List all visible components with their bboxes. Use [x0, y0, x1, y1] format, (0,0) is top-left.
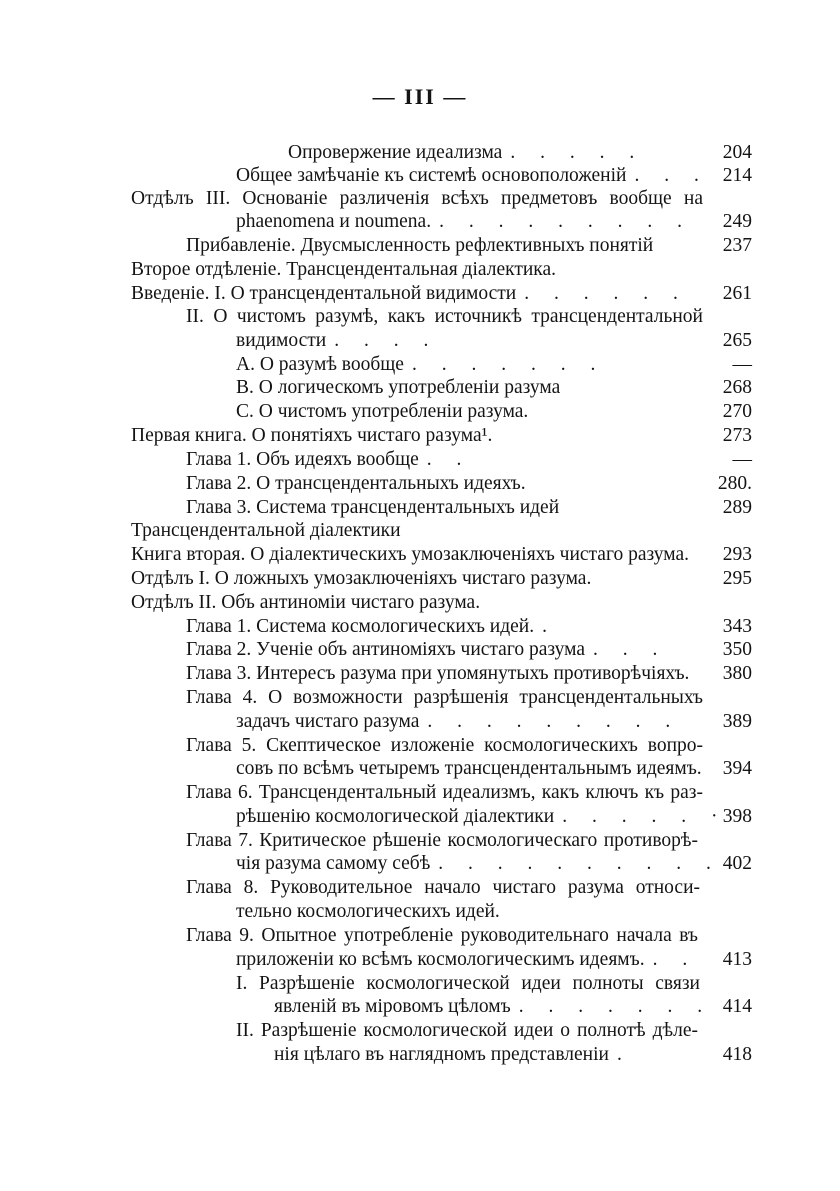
toc-entry-title: Первая книга. О понятіяхъ чистаго разума¹. [131, 425, 493, 446]
toc-page-number: 414 [722, 996, 752, 1017]
toc-page-number: 343 [722, 616, 752, 637]
toc-entry-title: Прибавленіе. Двусмысленность рефлективныхъ понятій [186, 235, 654, 256]
toc-page-number: 394 [722, 758, 752, 779]
toc-leader-dots: . . . . [334, 330, 439, 351]
toc-page-number: 398 [722, 806, 752, 827]
toc-page-number: 261 [722, 283, 752, 304]
toc-entry [236, 804, 728, 830]
toc-entry-title: Глава 2. Ученіе объ антиноміяхъ чистаго разума [186, 639, 586, 660]
toc-entry-title: Введеніе. I. О трансцендентальной видимости [131, 283, 517, 304]
toc-entry [186, 637, 701, 663]
toc-page-number: 214 [722, 165, 752, 186]
toc-entry-title: Глава 8. Руководительное начало чистаго разума относи- [186, 877, 700, 898]
toc-entry-title: I. Разрѣшеніе космологической идеи полноты связи [236, 973, 700, 994]
toc-leader-dots: . [616, 1044, 632, 1065]
toc-entry [274, 1042, 642, 1068]
toc-leader-dots: . . . . . · [562, 806, 728, 827]
toc-entry [131, 518, 406, 544]
toc-entry [236, 399, 556, 425]
toc-entry-title: Опровержение идеализма [288, 142, 503, 163]
toc-page-number: 204 [722, 142, 752, 163]
toc-entry-title: Отдѣлъ I. О ложныхъ умозаключеніяхъ чистаго разума. [131, 568, 592, 589]
toc-entry-title: Глава 3. Интересъ разума при упомянутыхъ противорѣчіяхъ. [186, 663, 690, 684]
toc-page-number: 249 [722, 211, 752, 232]
toc-page-number: 402 [722, 853, 752, 874]
toc-page-number: 413 [722, 949, 752, 970]
toc-entry [274, 994, 742, 1020]
toc-entry-title: Глава 1. Система космологическихъ идей. [186, 616, 535, 637]
toc-entry [186, 923, 698, 949]
toc-entry-title: задачъ чистаго разума [236, 711, 420, 732]
toc-entry-title: Отдѣлъ II. Объ антиноміи чистаго разума. [131, 592, 481, 613]
toc-entry [131, 566, 619, 592]
toc-entry-title: Трансцендентальной діалектики [131, 520, 401, 541]
running-head: — III — [372, 84, 468, 109]
toc-leader-dots: . [542, 616, 557, 637]
toc-entry-title: рѣшенію космологической діалектики [236, 806, 555, 827]
toc-entry-title: C. О чистомъ употребленіи разума. [236, 401, 529, 422]
toc-entry [236, 375, 579, 401]
toc-entry-title: совъ по всѣмъ четыремъ трансцендентальнымъ идеямъ. [236, 758, 702, 779]
toc-entry-title: Глава 6. Трансцендентальный идеализмъ, какъ ключъ къ раз- [186, 782, 703, 803]
toc-entry-title: A. О разумѣ вообще [236, 354, 404, 375]
toc-entry-title: Глава 5. Скептическое изложеніе космологическихъ вопро- [186, 735, 703, 756]
toc-entry-title: Второе отдѣленіе. Трансцендентальная діалектика. [131, 259, 556, 280]
toc-page-number: 270 [722, 401, 752, 422]
toc-entry [236, 756, 706, 782]
toc-page-number: 418 [722, 1044, 752, 1065]
toc-entry [186, 233, 664, 259]
toc-entry-title: II. Разрѣшеніе космологической идеи о полнотѣ дѣле- [236, 1020, 698, 1041]
toc-entry-title: Отдѣлъ III. Основаніе различенія всѣхъ предметовъ вообще на [131, 188, 703, 209]
toc-entry-title: phaenomena и noumena. [236, 211, 432, 232]
toc-leader-dots: . . [426, 449, 472, 470]
toc-entry [186, 875, 700, 901]
toc-entry [186, 661, 701, 687]
toc-entry [131, 542, 706, 568]
toc-page-number: 265 [722, 330, 752, 351]
toc-entry-title: Глава 9. Опытное употребленіе руководительнаго начала въ [186, 925, 698, 946]
toc-page-number: 293 [722, 544, 752, 565]
toc-entry [186, 780, 703, 806]
toc-leader-dots: . . . . . . . . . [439, 211, 692, 232]
toc-page-number: 273 [722, 425, 752, 446]
toc-leader-dots: . . . . . . . [411, 354, 606, 375]
toc-page-number: 350 [722, 639, 752, 660]
toc-entry-title: Глава 7. Критическое рѣшеніе космологическаго противорѣ- [186, 830, 698, 851]
toc-leader-dots: . . . . . . . . . . [438, 853, 721, 874]
toc-entry [186, 447, 476, 473]
toc-page-number: 289 [722, 497, 752, 518]
toc-leader-dots: . . . . . . . [518, 996, 713, 1017]
toc-entry [236, 947, 700, 973]
toc-page-number: 295 [722, 568, 752, 589]
toc-entry-title: Глава 3. Система трансцендентальныхъ идей [186, 497, 560, 518]
toc-page-number: 268 [722, 377, 752, 398]
toc-entry-title: Книга вторая. О діалектическихъ умозаключеніяхъ чистаго разума. [131, 544, 690, 565]
toc-entry-title: Общее замѣчаніе къ системѣ основоположеній [236, 165, 627, 186]
toc-entry [236, 1018, 698, 1044]
toc-entry-title: приложеніи ко всѣмъ космологическимъ идеямъ. [236, 949, 645, 970]
toc-leader-dots: . . . . . . . . . [427, 711, 681, 732]
toc-page-number: 380 [722, 663, 752, 684]
toc-entry [236, 851, 721, 877]
toc-entry [236, 328, 439, 354]
toc-entry [131, 257, 571, 283]
toc-entry [186, 304, 703, 330]
toc-entry [131, 423, 526, 449]
toc-entry-title: явленій въ міровомъ цѣломъ [274, 996, 511, 1017]
toc-entry [236, 709, 704, 735]
toc-entry [186, 685, 703, 711]
toc-entry [131, 590, 503, 616]
toc-entry-title: чія разума самому себѣ [236, 853, 431, 874]
toc-entry-title: тельно космологическихъ идей. [236, 901, 500, 922]
toc-entry-title: Глава 2. О трансцендентальныхъ идеяхъ. [186, 473, 526, 494]
toc-page-number: 389 [722, 711, 752, 732]
toc-leader-dots: . . . . . . [524, 283, 688, 304]
toc-entry-title: II. О чистомъ разумѣ, какъ источникѣ трансцендентальной [186, 306, 703, 327]
toc-leader-dots: . . . . . [510, 142, 645, 163]
toc-leader-dots: . . [652, 949, 698, 970]
toc-leader-dots: . . . [593, 639, 668, 660]
toc-entry-title: видимости [236, 330, 327, 351]
toc-entry [186, 471, 548, 497]
toc-entry-title: нія цѣлаго въ наглядномъ представленіи [274, 1044, 609, 1065]
toc-page-number: — [732, 449, 752, 470]
toc-page-number: 237 [722, 235, 752, 256]
toc-page-number: — [732, 354, 752, 375]
toc-entry-title: Глава 1. Объ идеяхъ вообще [186, 449, 419, 470]
toc-entry [236, 209, 692, 235]
toc-entry-title: B. О логическомъ употребленіи разума [236, 377, 561, 398]
toc-entry-title: Глава 4. О возможности разрѣшенія трансцендентальныхъ [186, 687, 703, 708]
toc-entry [236, 899, 498, 925]
toc-page-number: 280. [717, 473, 752, 494]
toc-leader-dots: . . . [634, 165, 709, 186]
